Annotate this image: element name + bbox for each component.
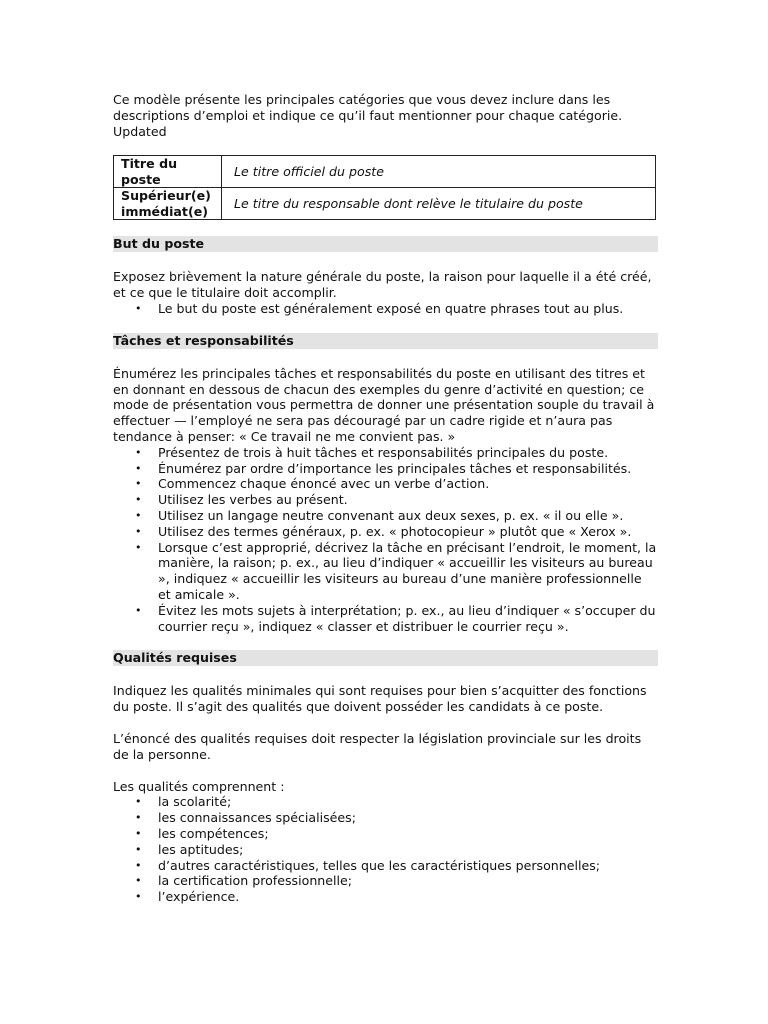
- bullet-icon: •: [135, 826, 142, 840]
- list-item-text: Évitez les mots sujets à interprétation; p. ex., au lieu d’indiquer « s’occuper du courrier reçu », indiquez « classer et distribuer le courrier reçu ».: [158, 602, 656, 634]
- taches-bullet-list: [113, 445, 658, 635]
- bullet-icon: •: [135, 524, 142, 538]
- bullet-icon: •: [135, 842, 142, 856]
- list-item: [135, 444, 658, 461]
- table-row-title: [114, 156, 656, 188]
- job-info-table: [113, 155, 656, 220]
- qualites-paragraph-2: L’énoncé des qualités requises doit respecter la législation provinciale sur les droits de la personne.: [113, 730, 642, 762]
- bullet-icon: •: [135, 890, 142, 904]
- bullet-icon: •: [135, 795, 142, 809]
- bullet-icon: •: [135, 445, 142, 459]
- bullet-icon: •: [135, 874, 142, 888]
- list-item-text: Le but du poste est généralement exposé en quatre phrases tout au plus.: [158, 300, 624, 316]
- list-item: [135, 476, 658, 492]
- list-item-text: les compétences;: [158, 825, 269, 841]
- list-item-text: Commencez chaque énoncé avec un verbe d’action.: [158, 476, 490, 492]
- list-item: [135, 507, 658, 524]
- list-item: [135, 794, 658, 810]
- bullet-icon: •: [135, 461, 142, 475]
- table-value-title: Le titre officiel du poste: [222, 156, 656, 188]
- table-value-supervisor: Le titre du responsable dont relève le titulaire du poste: [222, 188, 656, 220]
- but-bullet-list: [113, 301, 658, 317]
- qualites-bullet-list: [113, 794, 658, 905]
- list-item-text: Énumérez par ordre d’importance les principales tâches et responsabilités.: [158, 460, 632, 476]
- section-heading-taches: Tâches et responsabilités: [113, 333, 658, 349]
- list-item: [135, 602, 658, 635]
- list-item-text: la scolarité;: [158, 794, 232, 810]
- list-item-text: l’expérience.: [158, 889, 240, 905]
- bullet-icon: •: [135, 508, 142, 522]
- list-item-text: Lorsque c’est approprié, décrivez la tâche en précisant l’endroit, le moment, la manière, la raison; p. ex., au lieu d’indiquer « accueillir les visiteurs au bureau », indiquez « accueillir les visiteurs au bureau d’une manière professionnelle et amicale ».: [158, 539, 657, 602]
- list-item-text: Utilisez un langage neutre convenant aux deux sexes, p. ex. « il ou elle ».: [158, 507, 624, 523]
- qualites-paragraph-1: Indiquez les qualités minimales qui sont requises pour bien s’acquitter des fonctions du poste. Il s’agit des qualités que doivent posséder les candidats à ce poste.: [113, 683, 647, 715]
- list-item-text: Présentez de trois à huit tâches et responsabilités principales du poste.: [158, 444, 609, 460]
- list-item: [135, 889, 658, 905]
- section-heading-but: But du poste: [113, 236, 658, 252]
- but-paragraph: Exposez brièvement la nature générale du poste, la raison pour laquelle il a été créé, et ce que le titulaire doit accomplir.: [113, 269, 652, 301]
- list-item-text: les connaissances spécialisées;: [158, 810, 356, 826]
- bullet-icon: •: [135, 301, 142, 315]
- list-item: [135, 857, 658, 874]
- list-item: [135, 873, 658, 889]
- qualites-paragraph-3: Les qualités comprennent :: [113, 778, 285, 794]
- list-item: [135, 825, 658, 842]
- list-item: [135, 810, 658, 826]
- list-item: [135, 492, 658, 508]
- intro-paragraph: Ce modèle présente les principales catégories que vous devez inclure dans les descriptions d’emploi et indique ce qu’il faut mentionner pour chaque catégorie. Updated: [113, 92, 623, 139]
- table-label-title: Titre du poste: [114, 156, 222, 188]
- table-label-supervisor: Supérieur(e) immédiat(e): [114, 188, 222, 220]
- bullet-icon: •: [135, 811, 142, 825]
- bullet-icon: •: [135, 493, 142, 507]
- list-item: [135, 523, 658, 540]
- list-item-text: Utilisez les verbes au présent.: [158, 492, 348, 508]
- table-row-supervisor: [114, 188, 656, 220]
- document-page: [113, 92, 658, 905]
- list-item-text: les aptitudes;: [158, 841, 244, 857]
- list-item: [135, 841, 658, 858]
- bullet-icon: •: [135, 540, 142, 554]
- list-item: [135, 300, 658, 317]
- bullet-icon: •: [135, 477, 142, 491]
- bullet-icon: •: [135, 603, 142, 617]
- bullet-icon: •: [135, 858, 142, 872]
- list-item-text: Utilisez des termes généraux, p. ex. « photocopieur » plutôt que « Xerox ».: [158, 523, 632, 539]
- list-item-text: d’autres caractéristiques, telles que les caractéristiques personnelles;: [158, 857, 601, 873]
- list-item-text: la certification professionnelle;: [158, 873, 353, 889]
- section-heading-qualites: Qualités requises: [113, 650, 658, 666]
- list-item: [135, 539, 658, 603]
- taches-paragraph: Énumérez les principales tâches et responsabilités du poste en utilisant des titres et en donnant en dessous de chacun des exemples du genre d’activité en question; ce mode de présentation vous permettra de donner une présentation souple du travail à effectuer — l’employé ne sera pas découragé par un cadre rigide et n’aura pas tendance à penser: « Ce travail ne me convient pas. »: [113, 365, 655, 444]
- list-item: [135, 460, 658, 477]
